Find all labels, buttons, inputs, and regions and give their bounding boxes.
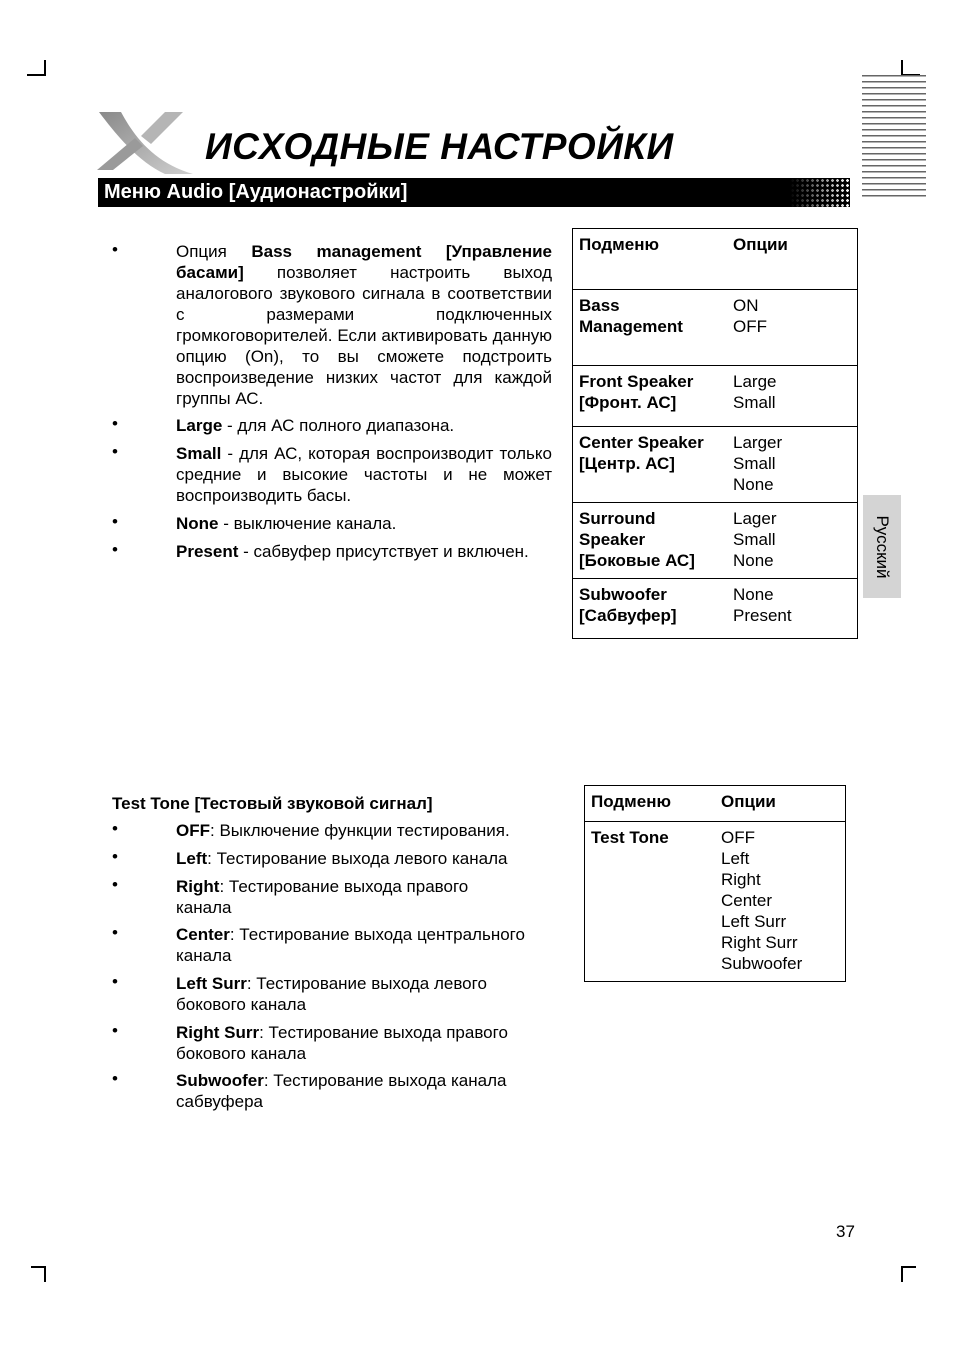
submenu-cell: Surround Speaker [Боковые АС] bbox=[573, 502, 727, 578]
bullet-dot: • bbox=[112, 847, 118, 866]
list-item: Small - для АС, которая воспроизводит только средние и высокие частоты и не может воспроизводить басы. bbox=[176, 444, 552, 505]
list-item: Right Surr: Тестирование выхода правого бокового канала bbox=[176, 1023, 508, 1063]
options-cell: Lager Small None bbox=[727, 502, 857, 578]
list-item: Present - сабвуфер присутствует и включен. bbox=[176, 542, 529, 561]
bullet-dot: • bbox=[112, 923, 118, 942]
list-item: None - выключение канала. bbox=[176, 514, 397, 533]
table-header-options: Опции bbox=[721, 792, 776, 811]
list-item: Опция Bass management [Управление басами] позволяет настроить выход аналогового звукового сигнала в соответствии с размерами подключенных громкоговорителей. Если активировать данную опцию (On), то вы сможете подстроить воспроизведение низких частот для каждой группы АС. bbox=[176, 242, 553, 408]
options-cell: Larger Small None bbox=[727, 426, 857, 502]
decorative-stripes bbox=[862, 75, 926, 199]
bullet-dot: • bbox=[112, 972, 118, 991]
submenu-cell: Test Tone bbox=[585, 821, 715, 979]
bullet-dot: • bbox=[112, 540, 118, 559]
list-item: Left: Тестирование выхода левого канала bbox=[176, 849, 508, 868]
table-header-submenu: Подменю bbox=[591, 792, 671, 811]
test-tone-heading: Test Tone [Тестовый звуковой сигнал] bbox=[112, 794, 433, 813]
bullet-dot: • bbox=[112, 512, 118, 531]
list-item: OFF: Выключение функции тестирования. bbox=[176, 821, 510, 840]
brand-x-logo-icon bbox=[95, 108, 195, 178]
page-number: 37 bbox=[836, 1222, 855, 1241]
language-tab-label: Русский bbox=[873, 514, 892, 579]
list-item: Center: Тестирование выхода центрального канала bbox=[176, 925, 525, 965]
bullet-dot: • bbox=[112, 819, 118, 838]
submenu-cell: Front Speaker [Фронт. АС] bbox=[573, 365, 727, 426]
submenu-cell: Center Speaker [Центр. АС] bbox=[573, 426, 727, 502]
halftone-fade bbox=[790, 178, 850, 207]
crop-mark-bottom-right bbox=[901, 1266, 916, 1268]
options-cell: ON OFF bbox=[727, 289, 857, 365]
bass-options-table bbox=[572, 228, 858, 639]
table-header-submenu: Подменю bbox=[579, 235, 659, 254]
list-item: Subwoofer: Тестирование выхода канала сабвуфера bbox=[176, 1071, 507, 1111]
crop-mark-bottom-left bbox=[44, 1266, 46, 1282]
bullet-dot: • bbox=[112, 414, 118, 433]
options-cell: Large Small bbox=[727, 365, 857, 426]
options-cell: None Present bbox=[727, 578, 857, 636]
crop-mark-bottom-left bbox=[31, 1266, 46, 1268]
language-tab bbox=[863, 495, 901, 598]
bullet-dot: • bbox=[112, 442, 118, 461]
test-tone-options-table bbox=[584, 785, 846, 982]
options-cell: OFF Left Right Center Left Surr Right Surr Subwoofer bbox=[715, 821, 845, 979]
list-item: Large - для АС полного диапазона. bbox=[176, 416, 455, 435]
submenu-cell: Subwoofer [Сабвуфер] bbox=[573, 578, 727, 636]
list-item: Right: Тестирование выхода правого канала bbox=[176, 877, 469, 917]
list-item: Left Surr: Тестирование выхода левого бокового канала bbox=[176, 974, 487, 1014]
submenu-cell: Bass Management bbox=[573, 289, 727, 365]
bullet-dot: • bbox=[112, 1069, 118, 1088]
bullet-dot: • bbox=[112, 240, 118, 259]
table-header-options: Опции bbox=[733, 235, 788, 254]
section-title: Меню Audio [Аудионастройки] bbox=[104, 181, 408, 203]
section-header-bar bbox=[98, 178, 850, 207]
page-title: ИСХОДНЫЕ НАСТРОЙКИ bbox=[205, 126, 674, 167]
bullet-dot: • bbox=[112, 875, 118, 894]
crop-mark-bottom-right bbox=[901, 1266, 903, 1282]
bullet-dot: • bbox=[112, 1021, 118, 1040]
crop-mark-top-left bbox=[27, 74, 46, 76]
